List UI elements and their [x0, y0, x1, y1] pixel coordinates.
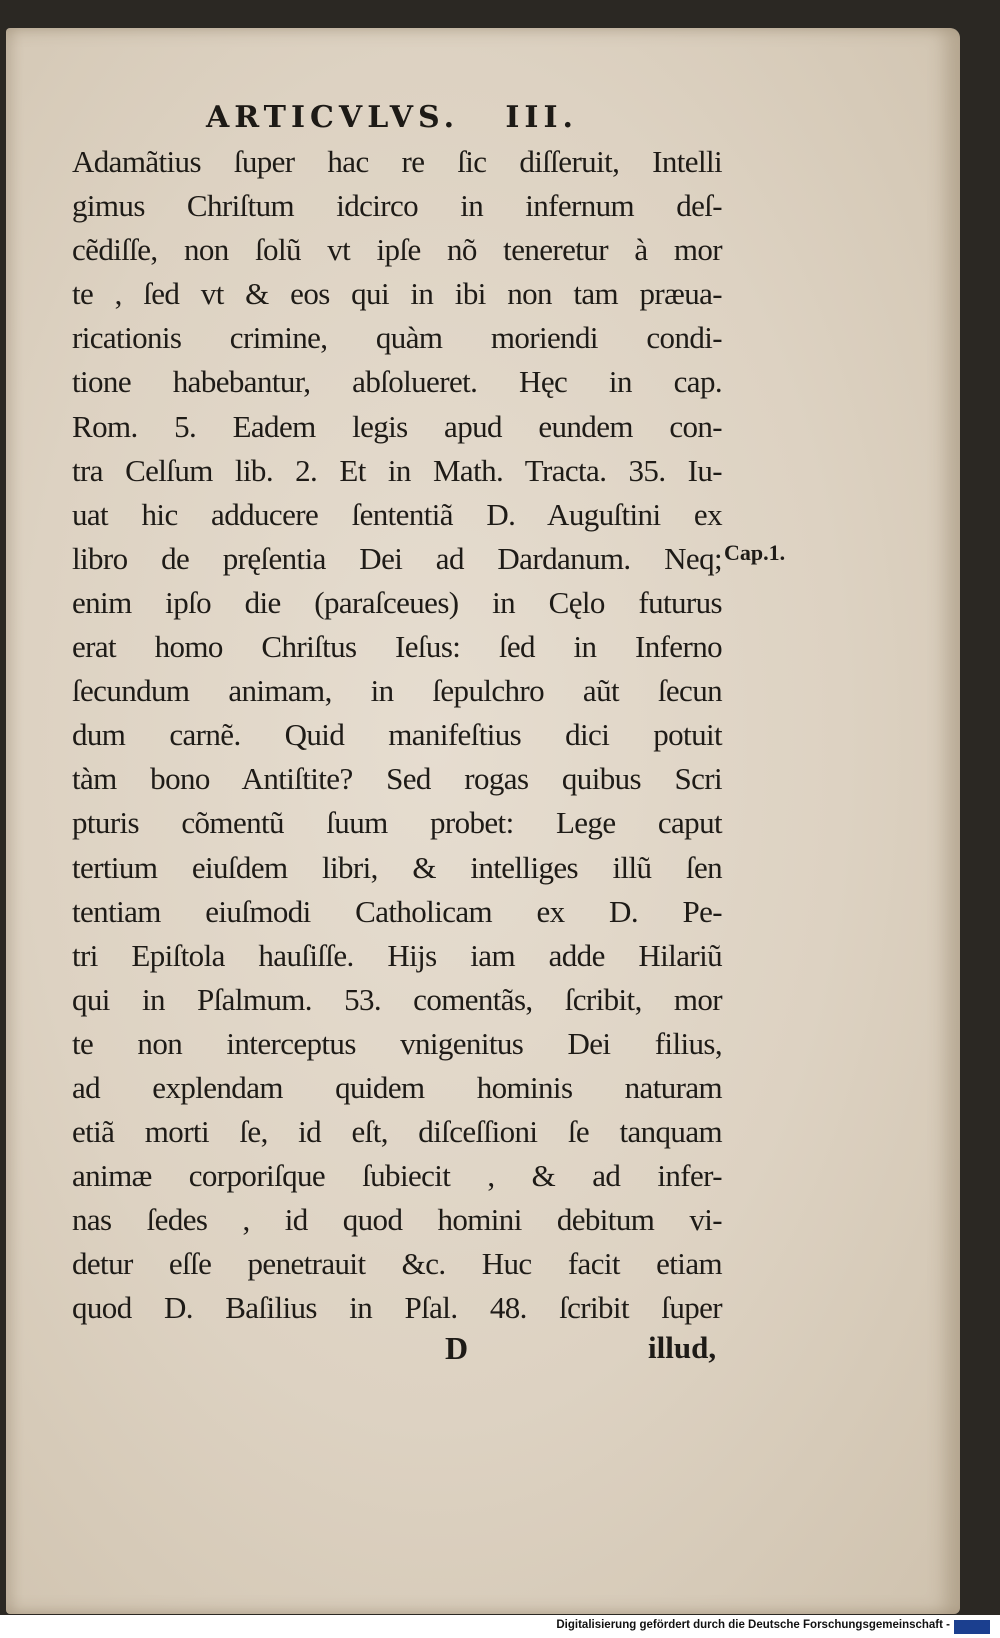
funding-footer: Digitalisierung gefördert durch die Deutsche Forschungsgemeinschaft - — [556, 1619, 950, 1631]
text-line: tra Celſum lib. 2. Et in Math. Tracta. 35. Iu- — [72, 452, 722, 488]
text-line: quod D. Baſilius in Pſal. 48. ſcribit ſuper — [72, 1290, 722, 1326]
text-line: Rom. 5. Eadem legis apud eundem con- — [72, 408, 722, 444]
text-line: tione habebantur, abſolueret. Hęc in cap. — [72, 364, 722, 400]
text-line: ricationis crimine, quàm moriendi condi- — [72, 320, 722, 356]
body-text — [72, 140, 722, 1331]
text-line: te , ſed vt & eos qui in ibi non tam præua- — [72, 276, 722, 312]
text-line: animæ corporiſque ſubiecit , & ad infer- — [72, 1158, 722, 1194]
text-line: nas ſedes , id quod homini debitum vi- — [72, 1202, 722, 1238]
text-line: Adamãtius ſuper hac re ſic diſſeruit, Intelli — [72, 144, 722, 179]
text-line: detur eſſe penetrauit &c. Huc facit etiam — [72, 1246, 722, 1282]
text-line: gimus Chriſtum idcirco in infernum deſ- — [72, 188, 722, 224]
text-line: tertium eiuſdem libri, & intelliges illũ ſen — [72, 849, 722, 885]
text-line: ſecundum animam, in ſepulchro aũt ſecun — [72, 673, 722, 709]
dfg-logo — [954, 1620, 990, 1634]
text-line: tentiam eiuſmodi Catholicam ex D. Pe- — [72, 893, 722, 929]
running-heading: ARTICVLVS. III. — [206, 100, 578, 135]
text-line: ad explendam quidem hominis naturam — [72, 1069, 722, 1105]
text-line: pturis cõmentũ ſuum probet: Lege caput — [72, 805, 722, 841]
text-line: libro de pręſentia Dei ad Dardanum. Neq; — [72, 540, 722, 576]
text-line: tàm bono Antiſtite? Sed rogas quibus Scri — [72, 761, 722, 797]
text-line: dum carnẽ. Quid manifeſtius dici potuit — [72, 717, 722, 753]
text-line: cẽdiſſe, non ſolũ vt ipſe nõ teneretur à mor — [72, 232, 722, 268]
signature-mark: D — [445, 1330, 469, 1366]
margin-note: Cap.1. — [724, 540, 786, 565]
text-line: qui in Pſalmum. 53. comentãs, ſcribit, mor — [72, 981, 722, 1017]
text-line: tri Epiſtola hauſiſſe. Hijs iam adde Hilariũ — [72, 937, 722, 973]
text-line: te non interceptus vnigenitus Dei filius, — [72, 1025, 722, 1061]
text-line: enim ipſo die (paraſceues) in Cęlo futurus — [72, 584, 722, 620]
text-line: erat homo Chriſtus Ieſus: ſed in Inferno — [72, 629, 722, 665]
text-line: etiã morti ſe, id eſt, diſceſſioni ſe tanquam — [72, 1114, 722, 1150]
catchword: illud, — [648, 1330, 717, 1365]
text-line: uat hic adducere ſententiã D. Auguſtini ex — [72, 496, 722, 532]
